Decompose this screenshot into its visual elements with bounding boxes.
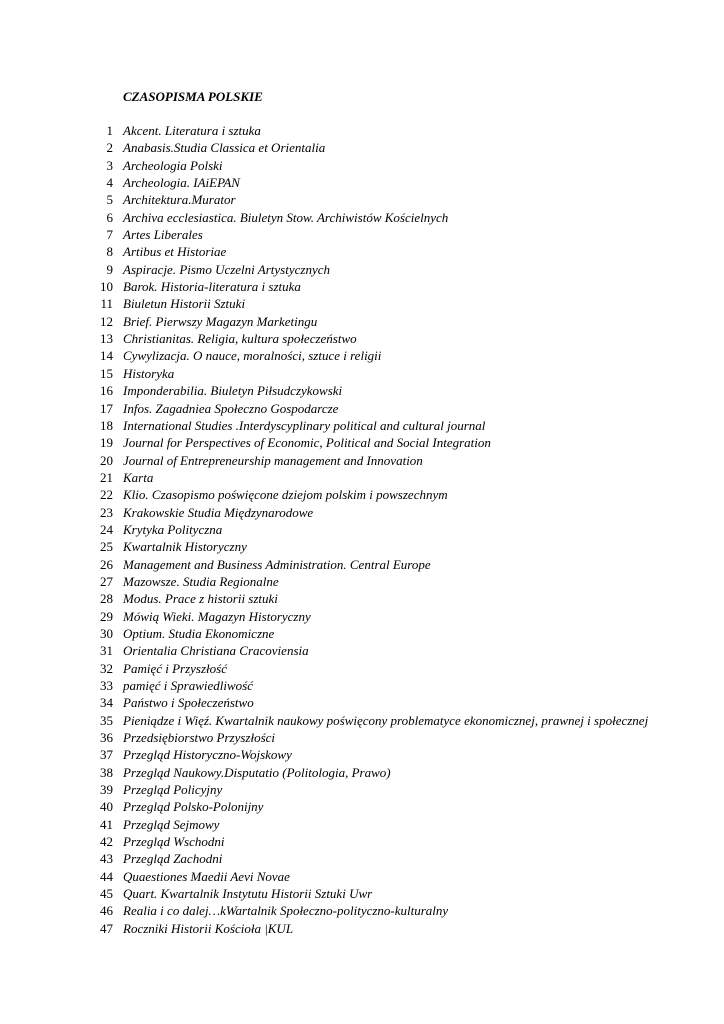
journal-name: Journal of Entrepreneurship management and Innovation <box>123 452 423 468</box>
journal-name: Imponderabilia. Biuletyn Piłsudczykowski <box>123 383 343 399</box>
journal-name: Architektura.Murator <box>123 192 236 208</box>
journal-name: Mazowsze. Studia Regionalne <box>123 573 279 589</box>
journal-name: Management and Business Administration. Central Europe <box>123 556 431 572</box>
item-number: 3 <box>106 157 113 173</box>
journal-name: Barok. Historia-literatura i sztuka <box>123 279 301 295</box>
journal-name: Państwo i Społeczeństwo <box>123 695 254 711</box>
journal-name: Journal for Perspectives of Economic, Political and Social Integration <box>123 435 491 451</box>
item-number: 42 <box>100 834 113 850</box>
item-number: 24 <box>100 521 113 537</box>
item-number: 36 <box>100 730 113 746</box>
item-number: 16 <box>100 383 113 399</box>
item-number: 9 <box>106 261 113 277</box>
journal-name: Krakowskie Studia Międzynarodowe <box>123 504 314 520</box>
item-number: 17 <box>100 400 113 416</box>
journal-name: Quart. Kwartalnik Instytutu Historii Sztuki Uwr <box>123 886 373 902</box>
journal-name: Archeologia. IAiEPAN <box>123 175 240 191</box>
item-number: 31 <box>100 643 113 659</box>
item-number: 8 <box>106 244 113 260</box>
journal-name: Klio. Czasopismo poświęcone dziejom polskim i powszechnym <box>123 487 448 503</box>
journal-name: Quaestiones Maedii Aevi Novae <box>123 868 290 884</box>
journal-name: Optium. Studia Ekonomiczne <box>123 625 275 641</box>
item-number: 38 <box>100 764 113 780</box>
journal-name: Infos. Zagadniea Społeczno Gospodarcze <box>123 400 339 416</box>
journal-name: pamięć i Sprawiedliwość <box>123 678 253 693</box>
item-number: 45 <box>100 886 113 902</box>
item-number: 39 <box>100 782 113 798</box>
journal-name: Cywylizacja. O nauce, moralności, sztuce i religii <box>123 348 382 364</box>
item-number: 34 <box>100 695 113 711</box>
item-number: 27 <box>100 573 113 589</box>
journal-name: International Studies .Interdyscyplinary political and cultural journal <box>123 417 486 433</box>
item-number: 26 <box>100 556 113 572</box>
journal-name: Roczniki Historii Kościoła |KUL <box>123 920 294 936</box>
item-number: 44 <box>100 868 113 884</box>
journal-name: Artibus et Historiae <box>123 244 227 260</box>
journal-name: Przegląd Naukowy.Disputatio (Politologia, Prawo) <box>123 764 391 780</box>
journal-name: Archeologia Polski <box>123 157 223 173</box>
journal-name: Przegląd Wschodni <box>123 834 225 850</box>
item-number: 13 <box>100 331 113 347</box>
journal-name: Przedsiębiorstwo Przyszłości <box>123 730 276 746</box>
item-number: 28 <box>100 591 113 607</box>
journal-name: Aspiracje. Pismo Uczelni Artystycznych <box>123 261 330 277</box>
item-number: 19 <box>100 435 113 451</box>
journal-name: Przegląd Polsko-Polonijny <box>123 799 264 815</box>
journal-name: Modus. Prace z historii sztuki <box>123 591 278 607</box>
item-number: 30 <box>100 625 113 641</box>
item-number: 20 <box>100 452 113 468</box>
item-number: 46 <box>100 903 113 919</box>
item-number: 43 <box>100 851 113 867</box>
journal-name: Przegląd Zachodni <box>123 851 223 867</box>
journal-name: Historyka <box>123 365 175 381</box>
journal-name: Krytyka Polityczna <box>123 521 223 537</box>
journal-name: Orientalia Christiana Cracoviensia <box>123 643 309 659</box>
item-number: 35 <box>100 712 113 728</box>
item-number: 25 <box>100 539 113 555</box>
document-title: CZASOPISMA POLSKIE <box>123 89 263 104</box>
item-number: 11 <box>100 296 113 312</box>
item-number: 33 <box>100 678 113 693</box>
item-number: 15 <box>100 365 113 381</box>
journal-name: Archiva ecclesiastica. Biuletyn Stow. Archiwistów Kościelnych <box>123 209 449 225</box>
journal-name: Kwartalnik Historyczny <box>123 539 247 555</box>
item-number: 5 <box>106 192 113 208</box>
journal-name: Brief. Pierwszy Magazyn Marketingu <box>123 313 318 329</box>
item-number: 41 <box>100 816 113 832</box>
journal-name: Przegląd Policyjny <box>123 782 223 798</box>
item-number: 29 <box>100 608 113 624</box>
journal-name: Pamięć i Przyszłość <box>123 660 227 676</box>
journal-name: Pieniądze i Więź. Kwartalnik naukowy poświęcony problematyce ekonomicznej, prawnej i społecznej <box>123 712 649 728</box>
journal-name: Christianitas. Religia, kultura społeczeństwo <box>123 331 357 347</box>
item-number: 2 <box>106 140 113 156</box>
item-number: 7 <box>106 227 113 243</box>
journal-name: Artes Liberales <box>123 227 203 243</box>
journal-name: Anabasis.Studia Classica et Orientalia <box>123 140 326 156</box>
journal-name: Biuletun Historii Sztuki <box>123 296 246 312</box>
item-number: 10 <box>100 279 113 295</box>
journal-name: Przegląd Sejmowy <box>123 816 220 832</box>
item-number: 12 <box>100 313 113 329</box>
item-number: 14 <box>100 348 113 364</box>
item-number: 40 <box>100 799 113 815</box>
item-number: 22 <box>100 487 113 503</box>
journal-name: Akcent. Literatura i sztuka <box>123 123 261 138</box>
journal-name: Realia i co dalej…kWartalnik Społeczno-polityczno-kulturalny <box>123 903 449 919</box>
journal-name: Przegląd Historyczno-Wojskowy <box>123 747 292 763</box>
item-number: 6 <box>106 209 113 225</box>
item-number: 47 <box>100 920 113 936</box>
item-number: 21 <box>100 469 113 485</box>
item-number: 32 <box>100 660 113 676</box>
item-number: 23 <box>100 504 113 520</box>
item-number: 1 <box>106 123 113 138</box>
journal-name: Mówią Wieki. Magazyn Historyczny <box>123 608 311 624</box>
item-number: 4 <box>106 175 113 191</box>
journal-name: Karta <box>123 469 154 485</box>
item-number: 18 <box>100 417 113 433</box>
item-number: 37 <box>100 747 113 763</box>
